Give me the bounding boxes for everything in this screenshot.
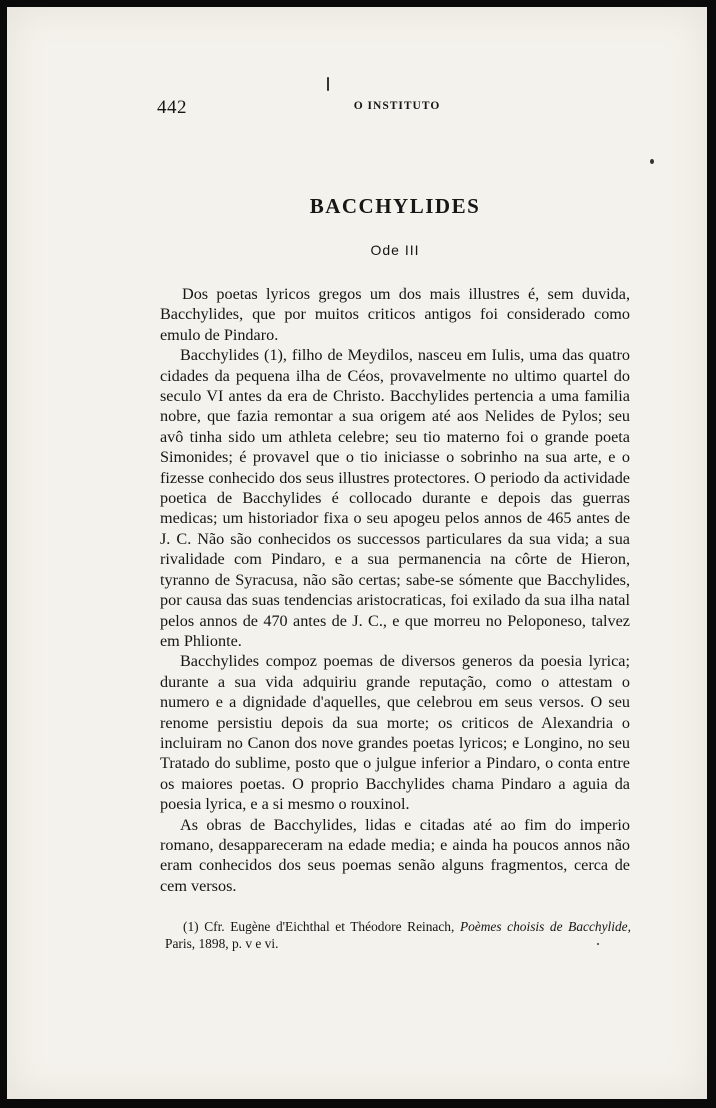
footnote-work-title: Poèmes choisis de Bacchylide: [459, 919, 628, 934]
paper-speck: [597, 943, 599, 945]
paragraph: As obras de Bacchylides, lidas e citadas até ao fim do imperio romano, desappareceram na edade media; e ainda ha poucos annos não eram conhecidos dos seus poemas senão alguns fragmentos, cerca de cem versos.: [160, 815, 630, 895]
page-header: [157, 97, 637, 117]
paragraph: Bacchylides compoz poemas de diversos generos da poesia lyrica; durante a sua vida adquiriu grande reputação, como o attestam o numero e a dignidade d'aquelles, que celebrou em seus versos. O seu renome persistiu depois da sua morte; os criticos de Alexandria o incluiram no Canon dos nove grandes poetas lyricos; e Longino, no seu Tratado do sublime, posto que o julgue inferior a Pindaro, o conta entre os maiores poetas. O proprio Bacchylides chama Pindaro a aguia da poesia lyrica, e a si mesmo o rouxinol.: [160, 652, 630, 814]
footnote: [165, 918, 631, 952]
book-page: [7, 7, 707, 1099]
paper-speck: [327, 77, 329, 91]
article-subtitle: Ode III: [370, 242, 420, 258]
running-title: O INSTITUTO: [353, 100, 441, 112]
footnote-prefix: (1) Cfr. Eugène d'Eichthal et Théodore Reinach,: [183, 919, 460, 934]
page-number: 442: [157, 97, 187, 118]
article-body: [160, 284, 630, 896]
paper-speck: [650, 159, 654, 164]
footnote-suffix: , Paris, 1898, p. v e vi.: [165, 919, 631, 951]
paragraph: Bacchylides (1), filho de Meydilos, nasceu em Iulis, uma das quatro cidades da pequena ilha de Céos, provavelmente no ultimo quartel do seculo VI antes da era de Christo. Bacchylides pertencia a uma familia nobre, que fazia remontar a sua origem até aos Nelides de Pylos; seu avô tinha sido um athleta celebre; seu tio materno foi o grande poeta Simonides; é provavel que o tio iniciasse o sobrinho na sua arte, e o fizesse conhecido dos seus illustres protectores. O periodo da actividade poetica de Bacchylides é collocado durante e depois das guerras medicas; um historiador fixa o seu apogeu pelos annos de 465 antes de J. C. Não são conhecidos os successos particulares da sua vida; a sua rivalidade com Pindaro, e a sua permanencia na côrte de Hieron, tyranno de Syracusa, não são certas; sabe-se sómente que Bacchylides, por causa das suas tendencias aristocraticas, foi exilado da sua ilha natal pelos annos de 470 antes de J. C., e que morreu no Peloponeso, talvez em Phlionte.: [160, 346, 630, 650]
article-title: BACCHYLIDES: [309, 194, 481, 218]
paragraph: Dos poetas lyricos gregos um dos mais illustres é, sem duvida, Bacchylides, que por muitos criticos antigos foi considerado como emulo de Pindaro.: [160, 285, 630, 344]
